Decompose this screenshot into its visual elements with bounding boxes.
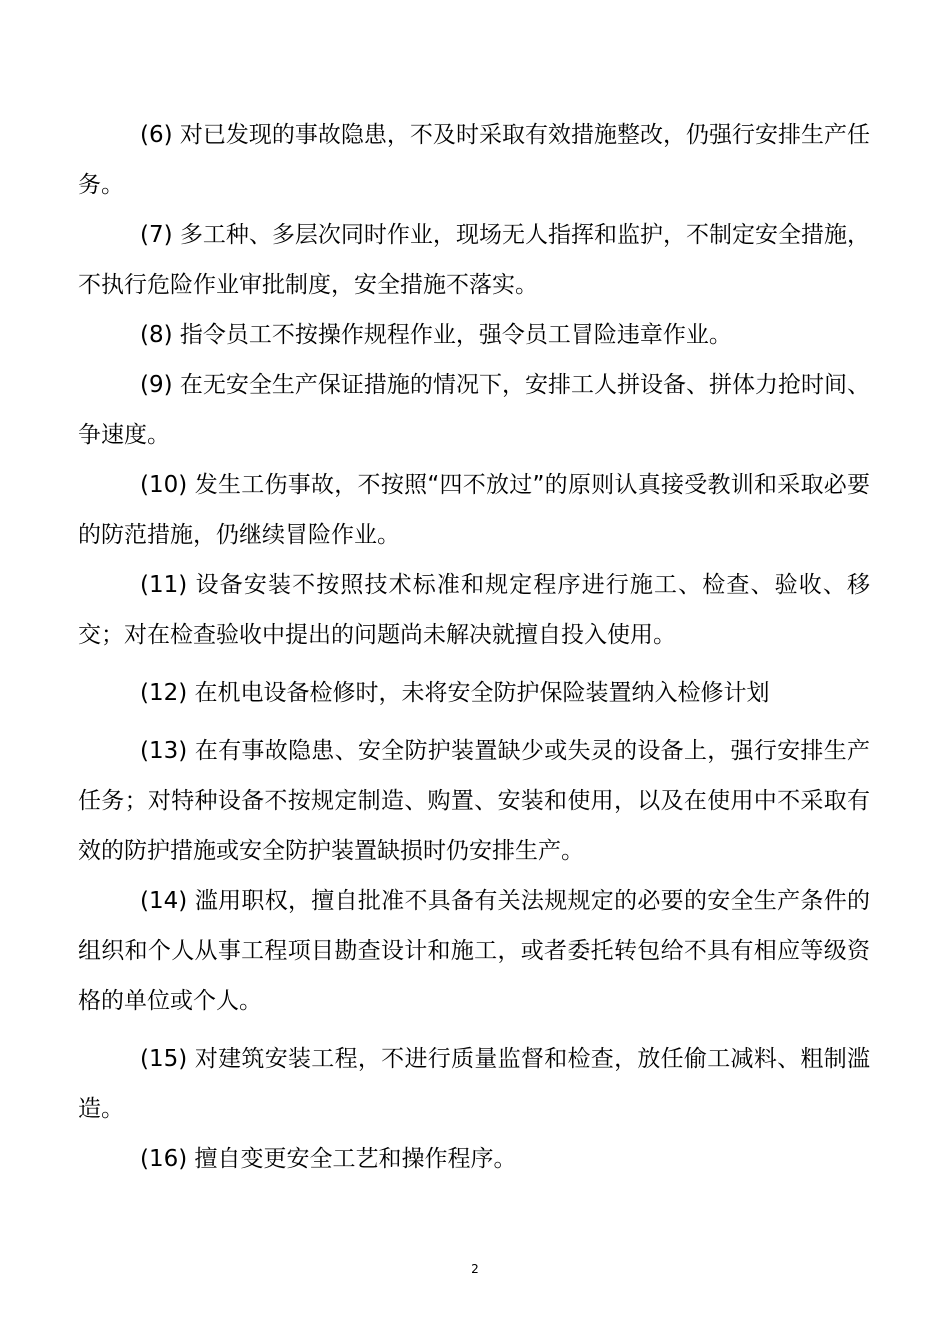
paragraph-item-14: (14) 滥用职权，擅自批准不具备有关法规规定的必要的安全生产条件的组织和个人从事工程项目勘查设计和施工，或者委托转包给不具有相应等级资格的单位或个人。	[78, 888, 870, 1014]
paragraph-item-7: (7) 多工种、多层次同时作业，现场无人指挥和监护，不制定安全措施，不执行危险作业审批制度，安全措施不落实。	[78, 222, 870, 298]
paragraph-item-11: (11) 设备安装不按照技术标准和规定程序进行施工、检查、验收、移交；对在检查验收中提出的问题尚未解决就擅自投入使用。	[78, 572, 870, 648]
paragraph-item-12: (12) 在机电设备检修时，未将安全防护保险装置纳入检修计划	[140, 680, 770, 706]
paragraph-item-6: (6) 对已发现的事故隐患，不及时采取有效措施整改，仍强行安排生产任务。	[78, 122, 870, 198]
paragraph-item-16: (16) 擅自变更安全工艺和操作程序。	[140, 1146, 517, 1172]
document-body	[78, 110, 870, 1184]
paragraph-item-15: (15) 对建筑安装工程，不进行质量监督和检查，放任偷工减料、粗制滥造。	[78, 1046, 870, 1122]
paragraph-item-8: (8) 指令员工不按操作规程作业，强令员工冒险违章作业。	[140, 322, 732, 348]
paragraph-item-13: (13) 在有事故隐患、安全防护装置缺少或失灵的设备上，强行安排生产任务；对特种设备不按规定制造、购置、安装和使用，以及在使用中不采取有效的防护措施或安全防护装置缺损时仍安排生产。	[78, 738, 870, 864]
paragraph-item-9: (9) 在无安全生产保证措施的情况下，安排工人拼设备、拼体力抢时间、争速度。	[78, 372, 870, 448]
paragraph-item-10: (10) 发生工伤事故，不按照“四不放过”的原则认真接受教训和采取必要的防范措施，仍继续冒险作业。	[78, 472, 870, 548]
page-number: 2	[471, 1262, 479, 1276]
